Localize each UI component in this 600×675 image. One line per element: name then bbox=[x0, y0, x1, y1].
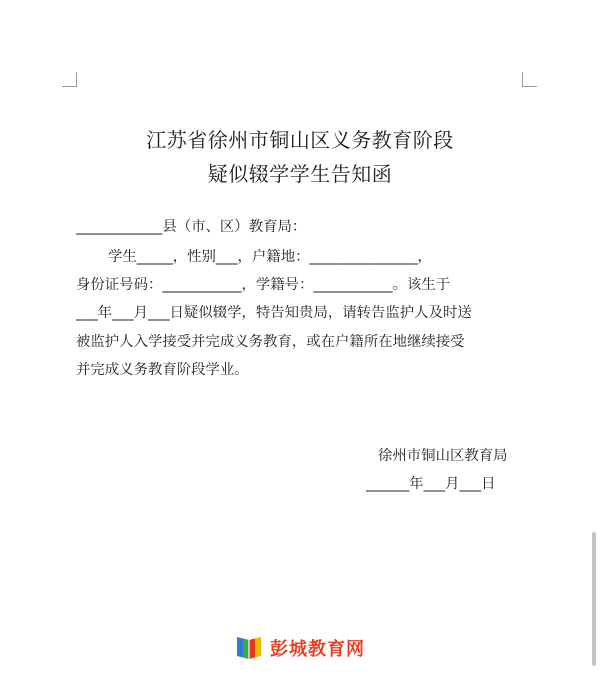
crop-mark-top-right bbox=[522, 72, 537, 87]
scrollbar-thumb[interactable] bbox=[592, 532, 596, 666]
open-book-icon bbox=[234, 635, 264, 661]
body-line-3: ___年___月___日疑似辍学，特告知贵局，请转告监护人及时送 bbox=[76, 305, 472, 321]
document-title-line2: 疑似辍学学生告知函 bbox=[207, 162, 393, 186]
body-line-4: 被监护人入学接受并完成义务教育，或在户籍所在地继续接受 bbox=[76, 334, 465, 350]
signature-date: ______年___月___日 bbox=[366, 476, 496, 492]
body-line-5: 并完成义务教育阶段学业。 bbox=[76, 362, 249, 378]
body-line-1: 学生_____，性别___，户籍地：_______________， bbox=[108, 249, 432, 265]
body-line-2: 身份证号码：___________，学籍号：___________。该生于 bbox=[76, 277, 451, 293]
scrollbar[interactable] bbox=[590, 0, 600, 675]
addressee-line: ____________县（市、区）教育局： bbox=[76, 219, 307, 235]
signature-organization: 徐州市铜山区教育局 bbox=[378, 448, 508, 464]
document-title-line1: 江苏省徐州市铜山区义务教育阶段 bbox=[146, 128, 454, 152]
watermark-logo bbox=[234, 634, 365, 662]
crop-mark-top-left bbox=[62, 72, 77, 87]
watermark-logo-text: 彭城教育网 bbox=[270, 639, 365, 660]
